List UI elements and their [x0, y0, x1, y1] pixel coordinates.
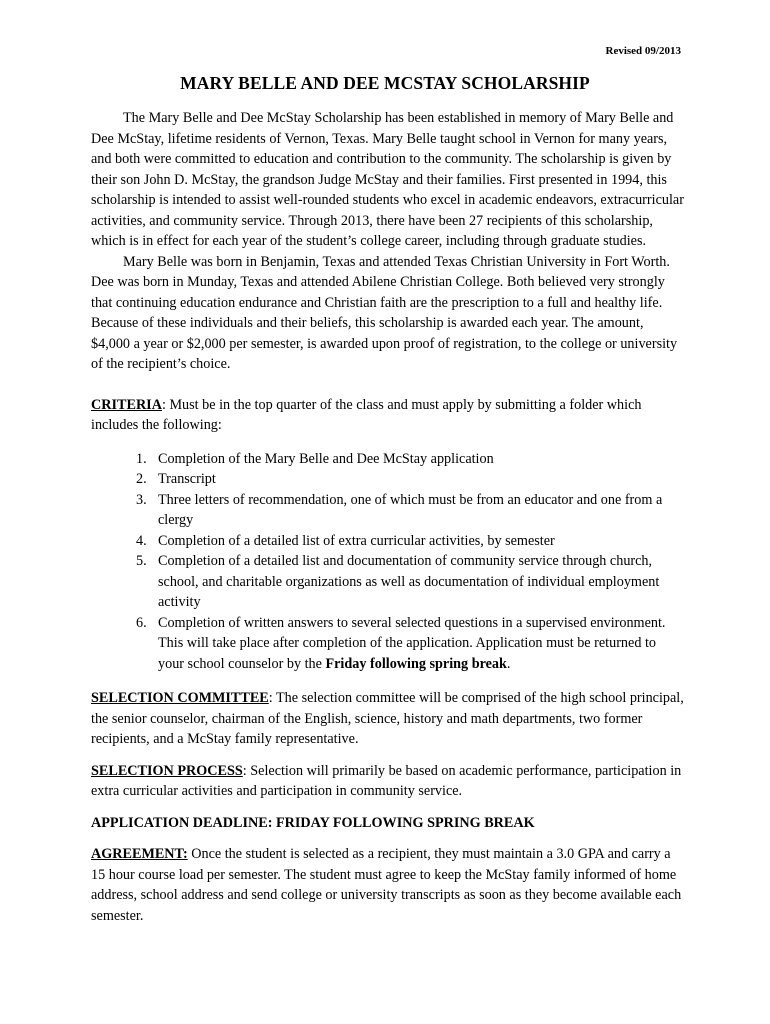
agreement-label: AGREEMENT:	[91, 846, 188, 862]
criteria-list	[91, 449, 685, 675]
intro-paragraph-biography: Mary Belle was born in Benjamin, Texas and attended Texas Christian University in Fort Worth. Dee was born in Munday, Texas and attended Abilene Christian College. Both believed very strongly that continuing education endurance and Christian faith are the prescription to a full and healthy life. Because of these individuals and their beliefs, this scholarship is awarded each year. The amount, $4,000 a year or $2,000 per semester, is awarded upon proof of registration, to the college or university of the recipient’s choice.	[91, 253, 678, 372]
intro-paragraph-history: The Mary Belle and Dee McStay Scholarship has been established in memory of Mary Belle and Dee McStay, lifetime residents of Vernon, Texas. Mary Belle taught school in Vernon for many years, and both were committed to education and contribution to the community. The scholarship is given by their son John D. McStay, the grandson Judge McStay and their families. First presented in 1994, this scholarship is intended to assist well-rounded students who excel in academic endeavors, extracurricular activities, and community service. Through 2013, there have been 27 recipients of this scholarship, which is in effect for each year of the student’s college career, including through graduate studies.	[91, 110, 684, 249]
list-item-text: Completion of a detailed list and documentation of community service through church, school, and charitable organizations as well as documentation of individual employment activity	[158, 553, 660, 610]
list-item-text: Transcript	[158, 471, 216, 487]
criteria-section	[91, 395, 685, 436]
list-item-text: Three letters of recommendation, one of which must be from an educator and one from a clergy	[158, 491, 663, 528]
list-item	[136, 490, 685, 531]
list-item-number: 4.	[136, 532, 147, 549]
list-item-text: Completion of written answers to several selected questions in a supervised environment. This will take place after completion of the application. Application must be returned to your school counselor by the	[158, 614, 666, 672]
document-title: MARY BELLE AND DEE MCSTAY SCHOLARSHIP	[180, 73, 590, 93]
list-item-number: 5.	[136, 553, 147, 569]
selection-process-text: : Selection will primarily be based on academic performance, participation in extra curricular activities and participation in community service.	[91, 762, 682, 799]
list-item	[136, 469, 685, 490]
selection-committee-text: : The selection committee will be comprised of the high school principal, the senior counselor, chairman of the English, science, history and math departments, two former recipients, and a McStay family representative.	[91, 690, 684, 747]
list-item-number: 2.	[136, 471, 147, 487]
selection-process-section	[91, 761, 685, 802]
list-item-number: 3.	[136, 491, 147, 508]
selection-process-label: SELECTION PROCESS	[91, 762, 243, 779]
revision-date: Revised 09/2013	[605, 45, 681, 57]
criteria-text: : Must be in the top quarter of the class and must apply by submitting a folder which includes the following:	[91, 396, 642, 433]
list-item	[136, 449, 685, 470]
list-item	[136, 531, 685, 552]
list-item-end: .	[506, 655, 511, 672]
agreement-text: Once the student is selected as a recipient, they must maintain a 3.0 GPA and carry a 15 hour course load per semester. The student must agree to keep the McStay family informed of home address, school address and send college or university transcripts as soon as they become available each semester.	[91, 846, 682, 924]
document-body	[91, 108, 685, 926]
selection-committee-section	[91, 688, 685, 750]
list-item-text: Completion of the Mary Belle and Dee McStay application	[158, 450, 494, 467]
list-item	[136, 613, 685, 675]
criteria-label: CRITERIA	[91, 396, 162, 413]
selection-committee-label: SELECTION COMMITTEE	[91, 690, 269, 706]
agreement-section	[91, 844, 685, 926]
deadline-emphasis: Friday following spring break	[325, 655, 507, 672]
list-item	[136, 551, 685, 613]
list-item-number: 1.	[136, 450, 147, 467]
list-item-number: 6.	[136, 614, 147, 631]
list-item-text: Completion of a detailed list of extra curricular activities, by semester	[158, 532, 555, 549]
application-deadline: APPLICATION DEADLINE: FRIDAY FOLLOWING SPRING BREAK	[91, 814, 535, 831]
